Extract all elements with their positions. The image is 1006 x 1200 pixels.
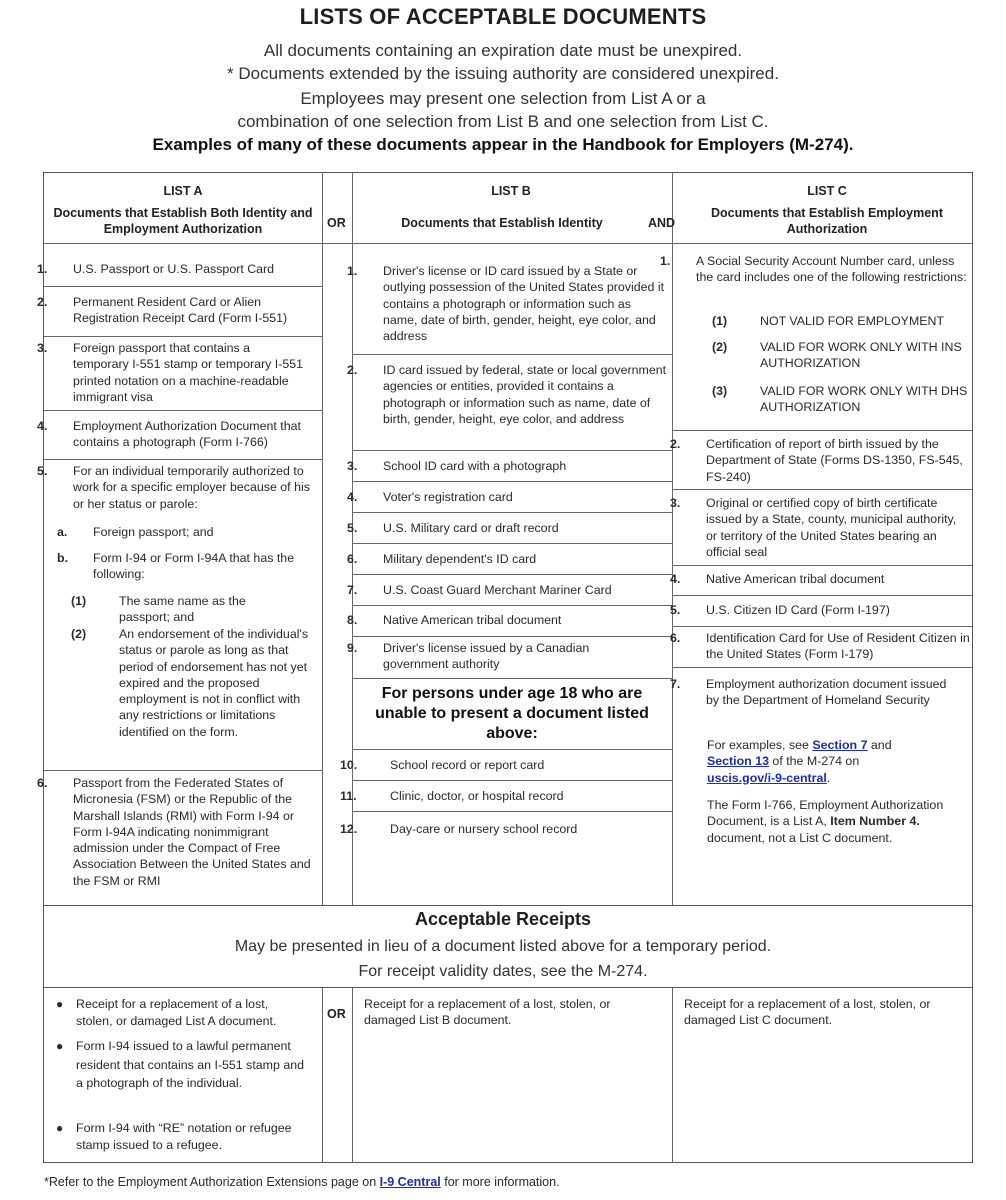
list-a-item-6 xyxy=(37,775,319,889)
examples-text: . xyxy=(826,770,831,785)
examples-text: and xyxy=(867,738,892,752)
list-a-item-3 xyxy=(37,340,305,405)
row-divider xyxy=(352,678,672,679)
list-b-item-number: 11. xyxy=(340,789,357,803)
row-divider xyxy=(43,770,322,771)
list-c-item-number: 2. xyxy=(670,437,681,451)
list-c-restriction-3 xyxy=(712,383,970,416)
list-b-item-4 xyxy=(347,489,667,505)
list-a-item-number: b. xyxy=(57,551,69,565)
row-divider xyxy=(672,667,973,668)
receipts-line-1: May be presented in lieu of a document listed above for a temporary period. xyxy=(234,938,772,955)
list-b-item-text: School ID card with a photograph xyxy=(383,459,567,473)
row-divider xyxy=(352,481,672,482)
divider xyxy=(322,987,323,1163)
list-c-note xyxy=(707,797,962,846)
subtitle-line-2: * Documents extended by the issuing authority are considered unexpired. xyxy=(227,64,779,83)
list-b-item-number: 1. xyxy=(347,264,358,278)
list-b-item-text: Driver's license or ID card issued by a State or outlying possession of the United States provided it contains a photograph or information such as name, date of birth, gender, height, eye color, and address xyxy=(383,264,665,344)
list-a-item-text: Foreign passport that contains a temporary I-551 stamp or temporary I-551 printed notation on a machine-readable immigrant visa xyxy=(73,341,304,404)
list-c-item-1 xyxy=(660,253,970,286)
divider xyxy=(672,987,673,1163)
list-b-item-1 xyxy=(347,263,667,344)
list-a-item-text: Form I-94 or Form I-94A that has the following: xyxy=(93,551,295,582)
row-divider xyxy=(352,636,672,637)
i9-central-link[interactable]: I-9 Central xyxy=(379,1175,441,1189)
row-divider xyxy=(672,430,973,431)
list-c-item-text: U.S. Citizen ID Card (Form I-197) xyxy=(706,603,890,617)
list-a-item-text: An endorsement of the individual's status or parole as long as that period of endorsement has not yet expired and the proposed employment is not in conflict with any restrictions or limitations identified on the form. xyxy=(119,627,309,739)
list-b-item-text: U.S. Military card or draft record xyxy=(383,521,559,535)
list-c-item-2 xyxy=(670,436,970,485)
list-a-item-text: Permanent Resident Card or Alien Registration Receipt Card (Form I-551) xyxy=(73,295,288,326)
list-b-item-7 xyxy=(347,582,667,598)
list-c-item-number: 3. xyxy=(670,496,681,510)
or-label: OR xyxy=(327,216,346,230)
row-divider xyxy=(352,354,672,355)
examples-text: of the M-274 on xyxy=(768,754,860,769)
examples-note: Examples of many of these documents appear in the Handbook for Employers (M-274). xyxy=(152,135,854,154)
section-13-link[interactable]: Section 13 xyxy=(707,754,769,769)
list-a-item-number: 1. xyxy=(37,262,48,276)
list-c-item-3 xyxy=(670,495,970,560)
list-c-item-text: A Social Security Account Number card, unless the card includes one of the following restrictions: xyxy=(696,254,967,285)
page-title: LISTS OF ACCEPTABLE DOCUMENTS xyxy=(299,4,707,29)
row-divider xyxy=(43,336,322,337)
list-c-title: LIST C xyxy=(807,184,847,198)
list-a-title: LIST A xyxy=(163,184,203,198)
restriction-text: VALID FOR WORK ONLY WITH DHS AUTHORIZATION xyxy=(760,384,968,415)
restriction-text: NOT VALID FOR EMPLOYMENT xyxy=(760,314,945,328)
receipts-or-label: OR xyxy=(327,1007,346,1021)
list-b-item-2 xyxy=(347,362,667,427)
list-a-item-number: (2) xyxy=(71,627,87,641)
divider xyxy=(352,987,353,1163)
list-b-item-text: School record or report card xyxy=(390,758,545,772)
list-b-item-text: U.S. Coast Guard Merchant Mariner Card xyxy=(383,583,612,597)
list-a-item-number: 2. xyxy=(37,295,48,309)
bullet-icon: ● xyxy=(56,1121,64,1135)
list-c-item-text: Original or certified copy of birth certificate issued by a State, county, municipal authority, or territory of the United States bearing an official seal xyxy=(706,496,957,559)
restriction-number: (3) xyxy=(712,384,728,398)
row-divider xyxy=(43,459,322,460)
list-c-item-number: 6. xyxy=(670,631,681,645)
row-divider xyxy=(352,574,672,575)
list-c-item-4 xyxy=(670,571,970,587)
list-a-item-5b1 xyxy=(71,593,285,626)
list-c-restriction-2 xyxy=(712,339,970,372)
list-b-item-11 xyxy=(340,788,667,804)
list-c-examples xyxy=(707,737,927,786)
list-b-item-number: 6. xyxy=(347,552,358,566)
list-b-item-number: 4. xyxy=(347,490,358,504)
receipt-text: Receipt for a replacement of a lost, stolen, or damaged List A document. xyxy=(76,997,277,1028)
minors-heading: For persons under age 18 who are unable to present a document listed above: xyxy=(375,685,649,742)
list-b-item-text: ID card issued by federal, state or local government agencies or entities, provided it contains a photograph or information such as name, date of birth, gender, height, eye color, and address xyxy=(383,363,667,426)
list-a-item-4 xyxy=(37,418,319,451)
note-text: The Form I-766, Employment Authorization Document, is a List A, xyxy=(707,798,944,829)
receipt-b-1: Receipt for a replacement of a lost, stolen, or damaged List B document. xyxy=(364,997,611,1028)
receipt-a-1 xyxy=(56,996,308,1029)
row-divider xyxy=(43,410,322,411)
header-divider xyxy=(43,243,973,244)
list-c-item-number: 1. xyxy=(660,254,671,268)
restriction-number: (2) xyxy=(712,340,728,354)
divider xyxy=(322,172,323,906)
list-a-item-text: The same name as the passport; and xyxy=(119,594,246,625)
row-divider xyxy=(352,450,672,451)
list-b-item-text: Day-care or nursery school record xyxy=(390,822,578,836)
list-c-item-text: Native American tribal document xyxy=(706,572,885,586)
list-a-item-5b2 xyxy=(71,626,317,740)
list-a-item-number: 4. xyxy=(37,419,48,433)
bullet-icon: ● xyxy=(56,997,64,1011)
list-a-item-number: 6. xyxy=(37,776,48,790)
list-c-item-text: Identification Card for Use of Resident Citizen in the United States (Form I-179) xyxy=(706,631,970,662)
list-a-item-text: For an individual temporarily authorized to work for a specific employer because of his or her status or parole: xyxy=(73,464,310,511)
list-b-item-10 xyxy=(340,757,667,773)
list-b-item-6 xyxy=(347,551,667,567)
list-b-item-number: 5. xyxy=(347,521,358,535)
list-b-header xyxy=(356,183,666,205)
list-b-item-text: Native American tribal document xyxy=(383,613,562,627)
list-c-item-number: 7. xyxy=(670,677,681,691)
list-b-item-number: 9. xyxy=(347,641,358,655)
list-b-item-text: Voter's registration card xyxy=(383,490,513,504)
row-divider xyxy=(672,626,973,627)
row-divider xyxy=(352,605,672,606)
list-a-item-text: Passport from the Federated States of Micronesia (FSM) or the Republic of the Marshall Islands (RMI) with Form I-94 or Form I-94A indicating nonimmigrant admission under the Compact of Free Association Between the United States and the FSM or RMI xyxy=(73,776,311,888)
list-a-item-text: U.S. Passport or U.S. Passport Card xyxy=(73,262,275,276)
list-c-item-7 xyxy=(670,676,948,709)
list-b-item-text: Military dependent's ID card xyxy=(383,552,537,566)
bullet-icon: ● xyxy=(56,1039,64,1053)
list-a-item-text: Foreign passport; and xyxy=(93,525,214,539)
row-divider xyxy=(672,565,973,566)
list-a-item-5a xyxy=(57,524,315,540)
list-a-item-5b xyxy=(57,550,300,583)
list-c-header xyxy=(686,183,968,237)
list-b-item-5 xyxy=(347,520,667,536)
list-a-description: Documents that Establish Both Identity and Employment Authorization xyxy=(53,206,313,236)
row-divider xyxy=(352,543,672,544)
uscis-i9-central-link[interactable]: uscis.gov/i-9-central xyxy=(707,770,827,785)
row-divider xyxy=(672,595,973,596)
footer-text: for more information. xyxy=(440,1175,560,1189)
list-b-item-3 xyxy=(347,458,667,474)
list-c-item-6 xyxy=(670,630,970,663)
row-divider xyxy=(43,286,322,287)
note-bold: Item Number 4. xyxy=(830,814,920,829)
receipt-text: Form I-94 with “RE” notation or refugee stamp issued to a refugee. xyxy=(76,1121,292,1152)
list-b-item-number: 8. xyxy=(347,613,358,627)
list-b-item-text: Driver's license issued by a Canadian government authority xyxy=(383,641,590,672)
list-c-restriction-1 xyxy=(712,313,970,329)
list-b-item-9 xyxy=(347,640,627,673)
list-a-item-1 xyxy=(37,261,317,277)
subtitle-line-3: Employees may present one selection from List A or a xyxy=(300,89,706,108)
receipts-line-2: For receipt validity dates, see the M-274. xyxy=(358,963,648,980)
and-label: AND xyxy=(648,216,676,230)
list-b-item-number: 2. xyxy=(347,363,358,377)
list-a-item-2 xyxy=(37,294,317,327)
list-b-item-12 xyxy=(340,821,667,837)
examples-text: For examples, see xyxy=(707,738,813,752)
restriction-text: VALID FOR WORK ONLY WITH INS AUTHORIZATION xyxy=(760,340,962,371)
receipt-text: Form I-94 issued to a lawful permanent resident that contains an I-551 stamp and a photograph of the individual. xyxy=(76,1039,304,1090)
list-b-description: Documents that Establish Identity xyxy=(401,216,603,230)
row-divider xyxy=(352,780,672,781)
note-text: document, not a List C document. xyxy=(707,830,893,845)
list-c-item-text: Employment authorization document issued by the Department of Homeland Security xyxy=(706,677,947,708)
list-a-item-5 xyxy=(37,463,319,512)
list-a-header xyxy=(48,183,318,237)
list-a-item-number: 5. xyxy=(37,464,48,478)
footer-note xyxy=(44,1175,560,1189)
row-divider xyxy=(352,512,672,513)
restriction-number: (1) xyxy=(712,314,728,328)
footer-text: *Refer to the Employment Authorization Extensions page on xyxy=(44,1175,380,1189)
row-divider xyxy=(672,489,973,490)
list-c-item-number: 4. xyxy=(670,572,681,586)
list-b-title: LIST B xyxy=(491,184,531,198)
list-a-item-number: 3. xyxy=(37,341,48,355)
list-b-item-text: Clinic, doctor, or hospital record xyxy=(390,789,564,803)
list-c-item-5 xyxy=(670,602,970,618)
list-c-item-number: 5. xyxy=(670,603,681,617)
receipts-title: Acceptable Receipts xyxy=(414,909,592,929)
subtitle-line-1: All documents containing an expiration date must be unexpired. xyxy=(263,41,743,60)
list-c-item-text: Certification of report of birth issued by the Department of State (Forms DS-1350, FS-545, FS-240) xyxy=(706,437,963,484)
list-a-item-text: Employment Authorization Document that contains a photograph (Form I-766) xyxy=(73,419,301,450)
row-divider xyxy=(352,749,672,750)
receipt-c-1: Receipt for a replacement of a lost, stolen, or damaged List C document. xyxy=(684,997,931,1028)
list-a-item-number: a. xyxy=(57,525,68,539)
divider xyxy=(672,172,673,906)
row-divider xyxy=(352,811,672,812)
list-b-item-number: 3. xyxy=(347,459,358,473)
list-b-item-number: 12. xyxy=(340,822,358,836)
list-b-item-number: 7. xyxy=(347,583,358,597)
receipt-a-2 xyxy=(56,1037,308,1093)
list-a-item-number: (1) xyxy=(71,594,87,608)
list-c-description: Documents that Establish Employment Authorization xyxy=(711,206,943,236)
subtitle-line-4: combination of one selection from List B and one selection from List C. xyxy=(237,112,769,131)
list-b-item-8 xyxy=(347,612,667,628)
list-b-item-number: 10. xyxy=(340,758,358,772)
receipt-a-3 xyxy=(56,1120,308,1153)
section-7-link[interactable]: Section 7 xyxy=(812,738,868,752)
